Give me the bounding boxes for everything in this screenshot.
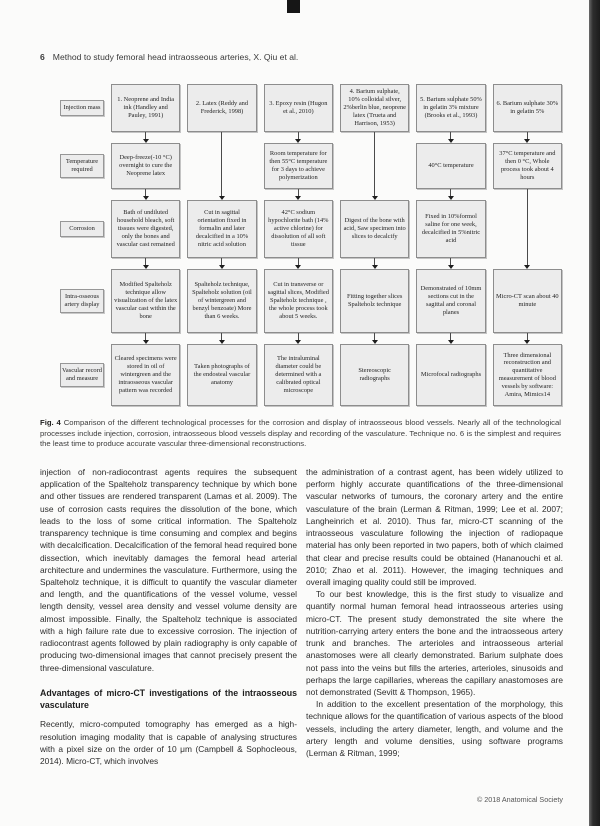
flow-line (340, 132, 409, 143)
flow-box: Bath of undiluted household bleach, soft tissues were digested, only the bones and vascular cast remained (111, 200, 180, 258)
flow-arrow-icon (493, 333, 562, 344)
flow-arrow-icon (416, 189, 485, 200)
flow-row-label: Corrosion (60, 221, 104, 237)
section-heading: Advantages of micro-CT investigations of the intraosseous vasculature (40, 687, 297, 711)
flow-box: Microfocal radiographs (416, 344, 485, 406)
flow-box: 37°C temperature and then 0 °C, Whole process took about 4 hours (493, 143, 562, 189)
flow-arrow-icon (340, 258, 409, 269)
flow-box: 3. Epoxy resin (Hugon et al., 2010) (264, 84, 333, 132)
figure-caption (40, 418, 561, 450)
flow-box: 1. Neoprene and India ink (Handley and Pauley, 1991) (111, 84, 180, 132)
paragraph: Recently, micro-computed tomography has emerged as a high-resolution imaging modality that is capable of analysing structures with a pixel size on the order of 10 μm (Campbell & Sophocleous, 2014). Micro-CT, which involves (40, 719, 297, 766)
flow-box: Micro-CT scan about 40 minute (493, 269, 562, 333)
flow-line (493, 189, 562, 200)
flow-box: Digest of the bone with acid, Saw specimen into slices to decalcify (340, 200, 409, 258)
figure-4-flowchart (60, 84, 562, 406)
flow-box: Demonstrated of 10mm sections cut in the sagittal and coronal planes (416, 269, 485, 333)
flow-row-label: Intra-osseous artery display (60, 289, 104, 313)
flow-box: Spalteholz technique, Spalteholz solution (oil of wintergreen and benzyl benzoate) More than 6 weeks. (187, 269, 256, 333)
flow-row-label: Vascular record and measure (60, 363, 104, 387)
page-number: 6 (40, 52, 45, 62)
flow-arrow-icon (416, 132, 485, 143)
flow-arrow-icon (187, 258, 256, 269)
flow-box: 4. Barium sulphate, 10% colloidal silver, 2%berlin blue, neoprene latex (Trueta and Harrison, 1953) (340, 84, 409, 132)
flow-arrow-icon (340, 333, 409, 344)
running-title: Method to study femoral head intraosseous arteries, X. Qiu et al. (52, 52, 299, 62)
flow-arrow-icon (264, 189, 333, 200)
scan-mark-artifact (287, 0, 300, 13)
flow-row-label: Temperature required (60, 154, 104, 178)
flow-row-label: Injection mass (60, 100, 104, 116)
flow-arrow-icon (340, 189, 409, 200)
flow-arrow-icon (493, 132, 562, 143)
figure-caption-label: Fig. 4 (40, 418, 61, 427)
flow-box: The intraluminal diameter could be determined with a calibrated optical microscope (264, 344, 333, 406)
paragraph: In addition to the excellent presentation of the morphology, this technique allows for the quantification of various aspects of the blood vessels, including the artery diameter, length, and volume and the artery length and volume densities, using software programs (Lerman & Ritman, 1999; (306, 699, 563, 759)
flow-arrow-icon (111, 258, 180, 269)
figure-caption-text: Comparison of the different technological processes for the corrosion and display of intraosseous blood vessels. Nearly all of the technological processes include injection, corrosion, intraosseous blood vessels display and recording of the vasculature. Technique no. 6 is the simplest and requires the least time to produce accurate vascular three-dimensional reconstructions. (40, 418, 562, 449)
flow-box: Fitting together slices Spalteholz technique (340, 269, 409, 333)
flow-row-label-cell (60, 84, 104, 132)
paragraph: injection of non-radiocontrast agents requires the subsequent application of the Spalteholz transparency technique by which bone and other tissues are rendered transparent (Lamas et al. 2009). The use of corrosion casts requires the dissolution of the bone, which leads to the loss of some critical information. The Spalteholz transparency technique is time consuming and complex and begins with decalcification. Decalcification of the femoral head required bone dissection, which inevitably damages the femoral head arterial architecture and undermines the vasculature. Furthermore, using the Spalteholz technique, it is difficult to quantify the vascular diameter and length, and the quantifications of the vessel volume, vessel length density, vessel area density and vessel volume density are almost impossible. Finally, the Spalteholz technique is associated with a high failure rate due to excessive corrosion. The injection of radiocontrast agents followed by plain radiography is only capable of producing two-dimensional images that cannot precisely present the three-dimensional vasculature. (40, 467, 297, 673)
flow-arrow-icon (111, 333, 180, 344)
flow-box: 2. Latex (Reddy and Frederick, 1998) (187, 84, 256, 132)
flow-box: Three dimensional reconstruction and quantitative measurement of blood vessels by software: Amira, Mimics14 (493, 344, 562, 406)
right-column (306, 466, 563, 767)
flow-box: Taken photographs of the endosteal vascular anatomy (187, 344, 256, 406)
flow-arrow-icon (111, 132, 180, 143)
flow-arrow-icon (416, 333, 485, 344)
flow-box: Cut in transverse or sagittal slices, Modified Spalteholz technique , the whole process took about 5 weeks. (264, 269, 333, 333)
flow-arrow-icon (264, 258, 333, 269)
flow-box: Deep-freeze(-10 °C) overnight to cure the Neoprene latex (111, 143, 180, 189)
copyright-notice: © 2018 Anatomical Society (476, 795, 563, 804)
paragraph: To our best knowledge, this is the first study to visualize and quantify normal human femoral head intraosseous arteries using micro-CT. The present study demonstrated the site where the nutrition-carrying artery enters the bone and the intraosseous artery trunk and branches. The arterioles and intraosseous arterial anastomoses were all clearly demonstrated. Barium sulphate does not pass into the veins but fills the arteries, arterioles, sinusoids and perhaps the large capillaries, whereas the capillary anastomoses are not demonstrated (Sevitt & Thompson, 1965). (306, 589, 563, 697)
flow-arrow-icon (416, 258, 485, 269)
flow-line (221, 143, 222, 189)
left-column (40, 466, 297, 767)
flow-box: 6. Barium sulphate 30% in gelatin 5% (493, 84, 562, 132)
flow-arrow-icon (111, 189, 180, 200)
flow-box: Room temperature for then 55°C temperature for 3 days to achieve polymerization (264, 143, 333, 189)
flow-arrow-icon (187, 333, 256, 344)
flow-box: Cleared specimens were stored in oil of wintergreen and the intraosseous vascular pattern was recorded (111, 344, 180, 406)
flow-box: Fixed in 10%formol saline for one week, decalcified in 5%nitric acid (416, 200, 485, 258)
paragraph: the administration of a contrast agent, has been widely utilized to perform highly accurate quantifications of the three-dimensional vascular networks of tumours, the coronary artery and the entire vasculature of the brain (Lerman & Ritman, 1999; Lee et al. 2007; Langheinrich et al. 2010). Thus far, micro-CT scanning of the intraosseous vasculature following the injection of radiopaque material has only been reported in two papers, both of which claimed that clear and precise results could be obtained (Hananouchi et al. 2010; Zhao et al. 2011). However, the imaging techniques and overall imaging quality could still be improved. (306, 467, 563, 587)
scan-edge-artifact (589, 0, 600, 826)
flow-arrow-icon (187, 189, 256, 200)
flow-arrow-icon (264, 333, 333, 344)
flow-box: 5. Barium sulphate 50% in gelatin 3% mixture (Brooks et al., 1993) (416, 84, 485, 132)
flow-box: Cut in sagittal orientation fixed in formalin and later decalcified in a 10% nitric acid solution (187, 200, 256, 258)
flow-box: 40°C temperature (416, 143, 485, 189)
flow-line (187, 132, 256, 143)
flow-box: Stereoscopic radiographs (340, 344, 409, 406)
flow-box: 42°C sodium hypochlorite bath (14% active chlorine) for dissolution of all soft tissue (264, 200, 333, 258)
flow-arrow-icon (264, 132, 333, 143)
flow-box: Modified Spalteholz technique allow visualization of the latex vascular cast within the bone (111, 269, 180, 333)
flow-arrow-icon (493, 258, 562, 269)
running-header (40, 52, 552, 62)
flow-line (374, 143, 375, 189)
article-body (40, 466, 563, 767)
flow-line (527, 200, 528, 258)
